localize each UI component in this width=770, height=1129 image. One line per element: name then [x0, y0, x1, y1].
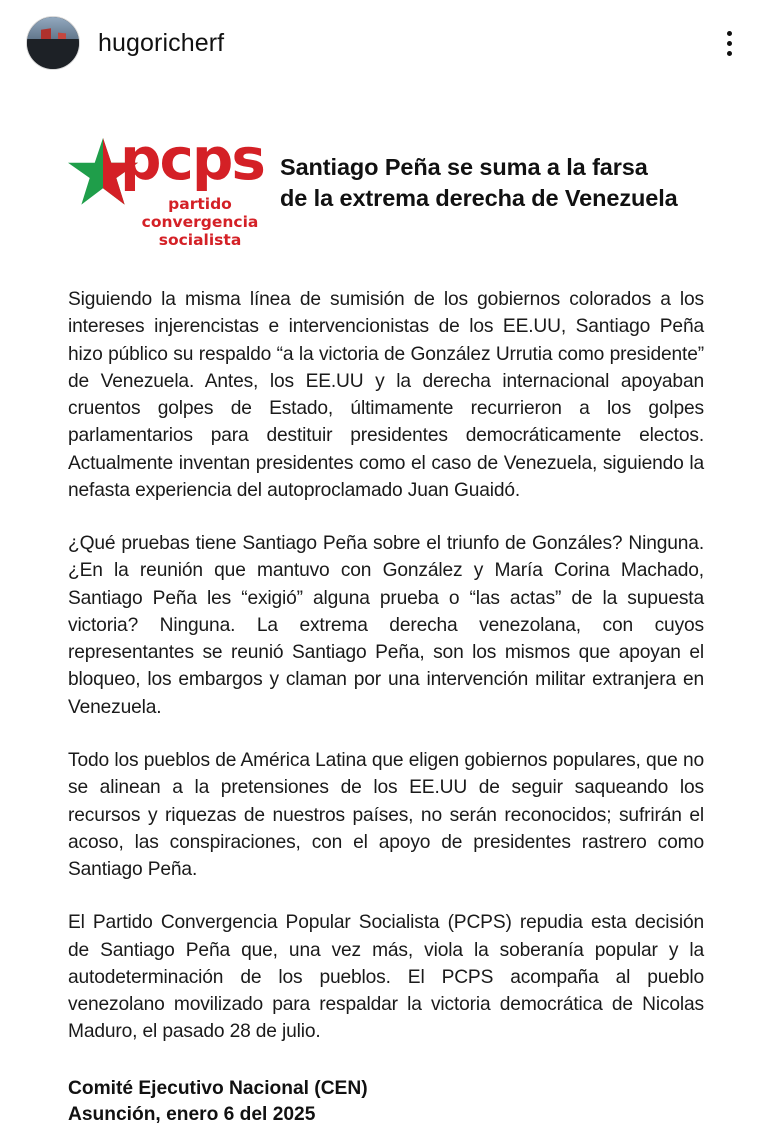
post-title-line-1: Santiago Peña se suma a la farsa [280, 154, 648, 180]
signature-line-2: Asunción, enero 6 del 2025 [68, 1104, 316, 1126]
paragraph: Todo los pueblos de América Latina que eligen gobiernos populares, que no se alinean a la pretensiones de los EE.UU de seguir saqueando los recursos y riquezas de nuestros países, no serán reconocidos; sufrirán el acoso, las conspiraciones, con el apoyo de presidentes rastrero como Santiago Peña. [68, 749, 704, 881]
paragraph: El Partido Convergencia Popular Socialista (PCPS) repudia esta decisión de Santiago Peña que, una vez más, viola la soberanía popular y la autodeterminación de los pueblos. El PCPS acompaña al pueblo venezolano movilizado para respaldar la victoria democrática de Nicolas Maduro, el pasado 28 de julio. [68, 912, 704, 1043]
signature-line-1: Comité Ejecutivo Nacional (CEN) [68, 1077, 368, 1099]
logo-subtitle-line-2: convergencia [141, 212, 259, 231]
paragraph: ¿Qué pruebas tiene Santiago Peña sobre el triunfo de Gonzáles? Ninguna. ¿En la reunión que mantuvo con González y María Corina Machado, Santiago Peña les “exigió” alguna prueba o “las actas” de la supuesta victoria? Ninguna. La extrema derecha venezolana, con cuyos representantes se reunió Santiago Peña, son los mismos que apoyan el bloqueo, los embargos y claman por una intervención militar extranjera en Venezuela. [68, 533, 704, 718]
post-signature [68, 1076, 704, 1129]
post-body [68, 286, 704, 1046]
logo-subtitle-line-3: socialista [158, 230, 242, 249]
pcps-logo [68, 125, 266, 256]
post-title-line-2: de la extrema derecha de Venezuela [280, 185, 678, 212]
more-dot-1 [727, 31, 732, 36]
paragraph: Siguiendo la misma línea de sumisión de los gobiernos colorados a los intereses injerencistas e intervencionistas de los EE.UU, Santiago Peña hizo público su respaldo “a la victoria de González Urrutia como presidente” de Venezuela. Antes, los EE.UU y la derecha internacional apoyaban cruentos golpes de Estado, últimamente recurrieron a los golpes parlamentarios para destituir presidentes democráticamente electos. Actualmente inventan presidentes como el caso de Venezuela, siguiendo la nefasta experiencia del autoproclamado Juan Guaidó. [68, 289, 704, 501]
logo-subtitle [132, 196, 268, 250]
logo-acronym: pcps [120, 125, 264, 193]
avatar[interactable] [26, 16, 80, 70]
post-content [0, 125, 770, 1129]
logo-subtitle-line-1: partido [168, 195, 232, 213]
more-options-icon[interactable] [712, 23, 746, 63]
avatar-image-crowd [27, 39, 79, 69]
more-dot-2 [727, 41, 732, 46]
more-dot-3 [727, 51, 732, 56]
post-header [0, 0, 770, 86]
post-title [266, 134, 678, 215]
post-banner [68, 125, 704, 256]
username-label[interactable]: hugoricherf [98, 28, 225, 57]
